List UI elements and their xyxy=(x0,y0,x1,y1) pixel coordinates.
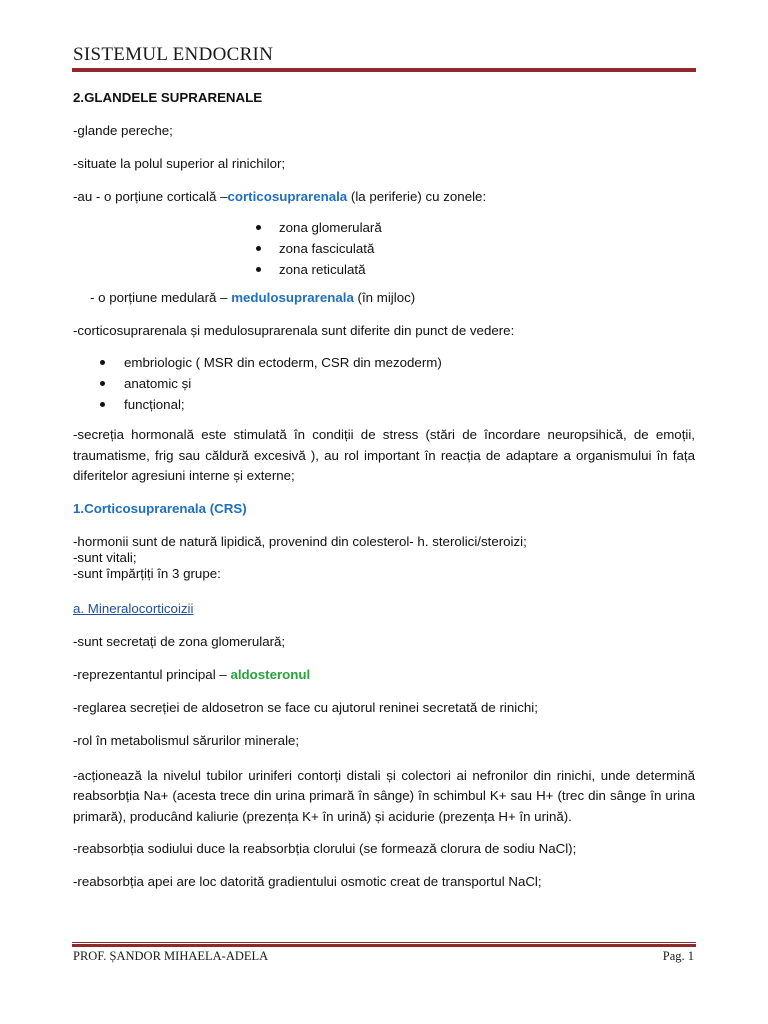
line-grupe: -sunt împărțiți în 3 grupe: xyxy=(73,565,221,581)
line-reprezentant xyxy=(73,667,695,683)
text-segment: - o porțiune medulară – xyxy=(90,290,232,305)
footer-rule xyxy=(72,941,696,947)
bullet-icon xyxy=(256,246,261,251)
line-hormoni-lipidica: -hormonii sunt de natură lipidică, provenind din colesterol- h. sterolici/steroizi; xyxy=(73,533,527,549)
list-item-text: anatomic și xyxy=(124,376,192,391)
highlight-aldosteronul: aldosteronul xyxy=(230,666,311,682)
bullet-icon xyxy=(256,267,261,272)
mineralocorticoizi-heading: a. Mineralocorticoizii xyxy=(73,600,194,616)
list-item xyxy=(100,352,695,373)
text-segment: (la periferie) cu zonele: xyxy=(347,189,487,204)
text-segment: -au - o porțiune corticală – xyxy=(73,189,228,204)
list-item-text: funcțional; xyxy=(124,397,185,412)
text-segment: -reprezentantul principal – xyxy=(73,666,231,682)
text-segment: (în mijloc) xyxy=(353,290,416,305)
list-item xyxy=(255,217,695,238)
line-portiune-corticala xyxy=(73,189,695,205)
zones-list xyxy=(255,217,695,280)
line-reglarea: -reglarea secreției de aldosetron se face cu ajutorul reninei secretată de rinichi; xyxy=(73,699,538,715)
bullet-icon xyxy=(100,381,105,386)
line-rol-metabolism: -rol în metabolismul sărurilor minerale; xyxy=(73,732,300,748)
bullet-icon xyxy=(100,360,105,365)
list-item-text: zona fasciculată xyxy=(279,241,375,256)
line-situate: -situate la polul superior al rinichilor; xyxy=(73,156,286,171)
paragraph-secretia-hormonala: -secreția hormonală este stimulată în condiții de stress (stări de încordare neuropsihică, de emoții, traumatisme, frig sau căldură excesivă ), au rol important în reacția de adaptare a organismului în fața diferitelor agresiuni interne și externe; xyxy=(73,427,695,483)
footer-page-number: Pag. 1 xyxy=(662,949,694,963)
list-item-text: embriologic ( MSR din ectoderm, CSR din mezoderm) xyxy=(124,355,442,370)
paragraph-actioneaza: -acționează la nivelul tubilor uriniferi contorți distali și colectori ai nefronilor din rinichi, unde determină reabsorbția Na+ (acesta trece din urina primară în sânge) în schimbul K+ sau H+ (trec din sânge în urina primară), producând kaliurie (prezența K+ în urină) și acidurie (prezența H+ în urină). xyxy=(73,767,695,824)
line-reabsorbtia-sodiului: -reabsorbția sodiului duce la reabsorbția clorului (se formează clorura de sodiu NaCl); xyxy=(73,841,577,856)
line-zona-glomerulara: -sunt secretați de zona glomerulară; xyxy=(73,633,286,649)
list-item xyxy=(255,238,695,259)
aspects-list xyxy=(100,352,695,415)
header-rule xyxy=(72,68,696,72)
list-item xyxy=(255,259,695,280)
list-item-text: zona glomerulară xyxy=(279,220,382,235)
line-portiune-medulara xyxy=(73,290,695,306)
line-vitali: -sunt vitali; xyxy=(73,549,137,565)
list-item-text: zona reticulată xyxy=(279,262,366,277)
document-body xyxy=(73,90,695,890)
line-diferite: -corticosuprarenala și medulosuprarenala sunt diferite din punct de vedere: xyxy=(73,323,515,338)
section-title: 2.GLANDELE SUPRARENALE xyxy=(73,90,263,105)
highlight-corticosuprarenala: corticosuprarenala xyxy=(227,189,348,204)
list-item xyxy=(100,394,695,415)
line-glande-pereche: -glande pereche; xyxy=(73,123,173,138)
bullet-icon xyxy=(100,402,105,407)
bullet-icon xyxy=(256,225,261,230)
crs-heading: 1.Corticosuprarenala (CRS) xyxy=(73,500,247,516)
highlight-medulosuprarenala: medulosuprarenala xyxy=(231,290,354,305)
list-item xyxy=(100,373,695,394)
page-header-title: SISTEMUL ENDOCRIN xyxy=(73,44,274,65)
footer-author: PROF. ȘANDOR MIHAELA-ADELA xyxy=(73,949,269,963)
line-reabsorbtia-apei: -reabsorbția apei are loc datorită gradientului osmotic creat de transportul NaCl; xyxy=(73,874,542,889)
